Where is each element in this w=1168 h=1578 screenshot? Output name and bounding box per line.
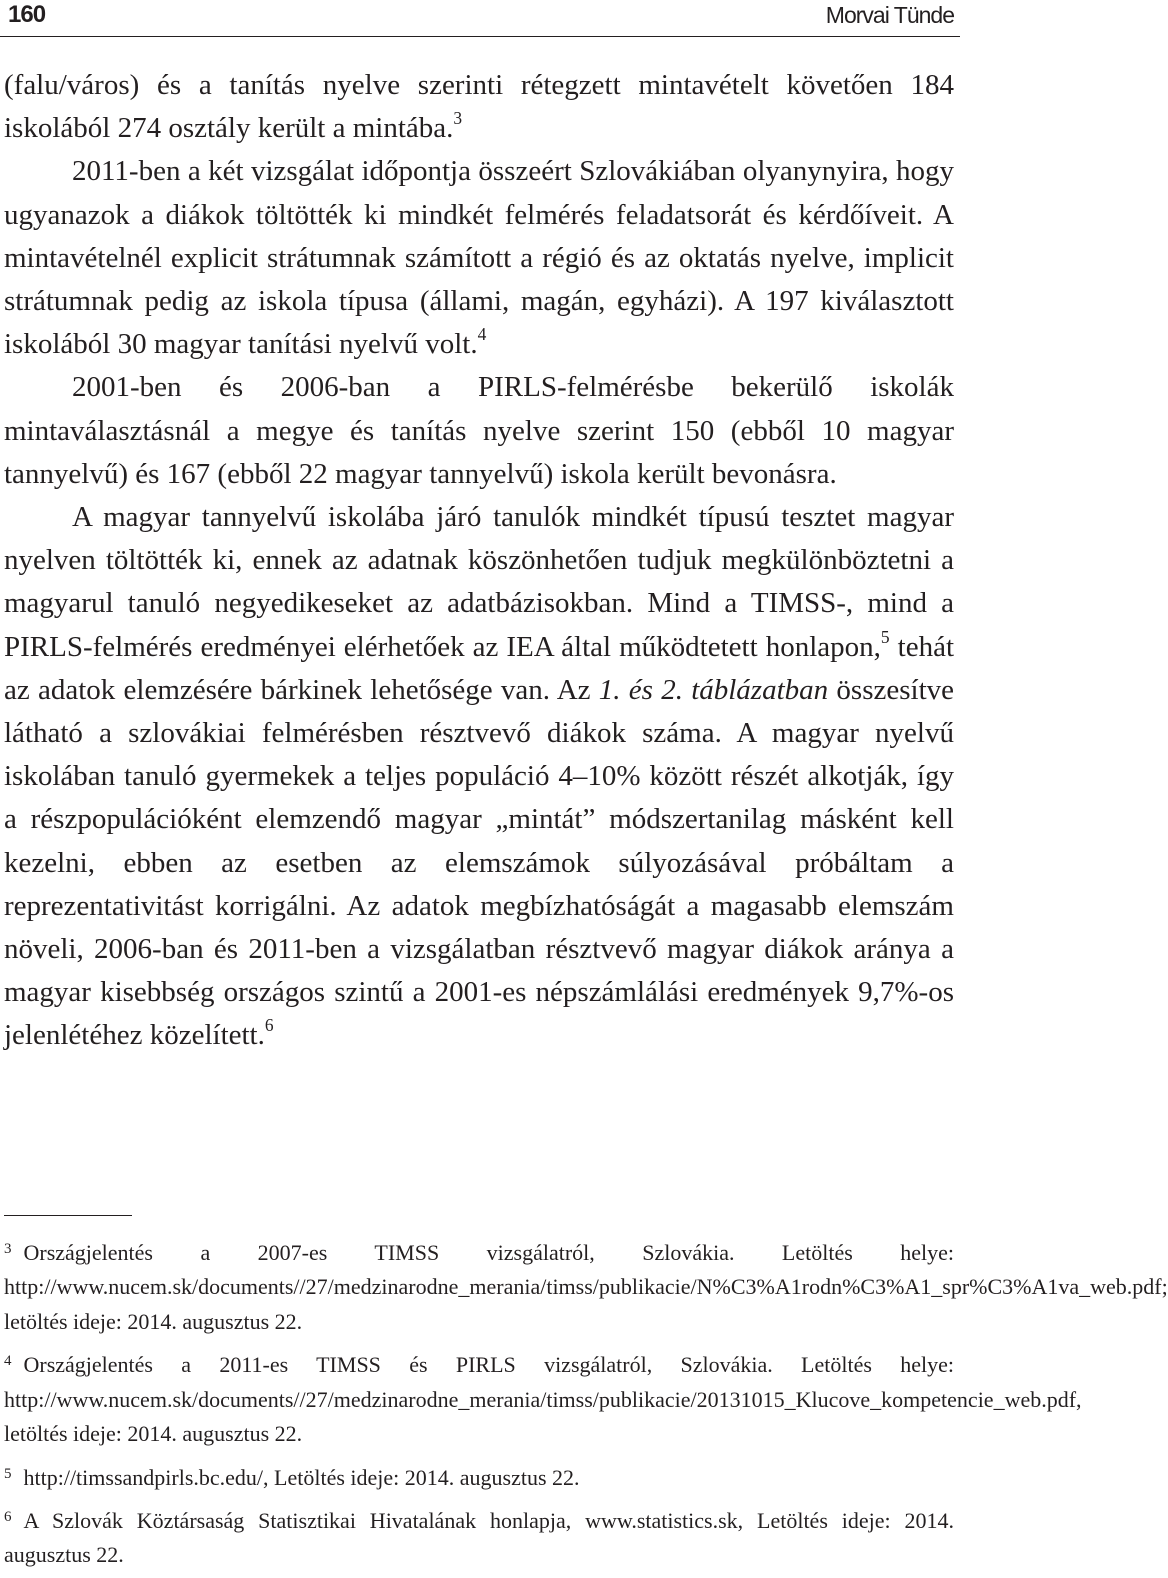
paragraph-text: (falu/város) és a tanítás nyelve szerinti rétegzett mintavételt követően 184 iskolából 274 osztály került a mintába. (4, 69, 954, 145)
paragraph-hungarian-sample (4, 496, 954, 1058)
header-rule (0, 36, 960, 37)
page-number: 160 (8, 1, 46, 28)
paragraph-text: összesítve látható a szlovákiai felmérésben résztvevő diákok száma. A magyar nyelvű iskolában tanuló gyermekek a teljes populáció 4–10% között részét alkotják, így a részpopulációként elemzendő magyar „mintát” módszertanilag másként kell kezelni, ebben az esetben az elemszámok súlyozásával próbáltam a reprezentativitást korrigálni. Az adatok megbízhatóságát a magasabb elemszám növeli, 2006-ban és 2011-ben a vizsgálatban résztvevő magyar diákok aránya a magyar kisebbség országos szintű a 2001-es népszámlálási eredmények 9,7%-os jelenlétéhez közelített. (4, 673, 954, 1052)
paragraph-text: 2011-ben a két vizsgálat időpontja összeért Szlovákiában olyanynyira, hogy ugyanazok a diákok töltötték ki mindkét felmérés feladatsorát és kérdőíveit. A mintavételnél explicit strátumnak számított a régió és az oktatás nyelve, implicit strátumnak pedig az iskola típusa (állami, magán, egyházi). A 197 kiválasztott iskolából 30 magyar tanítási nyelvű volt. (4, 155, 954, 361)
footnotes (4, 1232, 1168, 1578)
footnote-6 (4, 1500, 954, 1573)
footnote-ref-3[interactable]: 3 (453, 108, 463, 129)
footnote-4 (4, 1344, 1082, 1451)
paragraph-text: 2001-ben és 2006-ban a PIRLS-felmérésbe bekerülő iskolák mintaválasztásnál a megye és tanítás nyelve szerint 150 (ebből 10 magyar tannyelvű) és 167 (ebből 22 magyar tannyelvű) iskola került bevonásra. (4, 371, 954, 490)
footnote-text: Országjelentés a 2011-es TIMSS és PIRLS vizsgálatról, Szlovákia. Letöltés helye: http://www.nucem.sk/documents//27/medzinarodne_merania/timss/publikacie/20131015_Klucove_kompetencie_web.pdf, letöltés ideje: 2014. augusztus 22. (4, 1352, 1082, 1446)
footnote-number: 3 (4, 1241, 12, 1257)
footnote-number: 5 (4, 1465, 12, 1482)
paragraph-2011 (4, 150, 954, 366)
table-reference: 1. és 2. táblázatban (598, 673, 829, 706)
paragraph-text: tehát az adatok elemzésére bárkinek lehetősége van. Az (4, 630, 954, 706)
footnote-ref-6[interactable]: 6 (264, 1015, 274, 1036)
paragraph-sampling (4, 64, 954, 150)
footnote-ref-5[interactable]: 5 (880, 626, 890, 647)
footnote-text: http://timssandpirls.bc.edu/, Letöltés ideje: 2014. augusztus 22. (23, 1464, 580, 1490)
footnote-separator (4, 1215, 132, 1216)
footnote-text: Országjelentés a 2007-es TIMSS vizsgálatról, Szlovákia. Letöltés helye: http://www.nucem.sk/documents//27/medzinarodne_merania/timss/publikacie/N%C3%A1rodn%C3%A1_spr%C3%A1va_web.pdf; letöltés ideje: 2014. augusztus 22. (4, 1239, 1168, 1334)
footnote-ref-4[interactable]: 4 (477, 324, 487, 345)
running-head-author: Morvai Tünde (825, 2, 954, 28)
footnote-5 (4, 1457, 954, 1495)
footnote-number: 4 (4, 1353, 12, 1370)
paragraph-pirls (4, 366, 954, 496)
footnote-number: 6 (4, 1508, 12, 1525)
body-text (4, 64, 954, 1058)
page-header (0, 0, 960, 40)
paragraph-text: A magyar tannyelvű iskolába járó tanulók mindkét típusú tesztet magyar nyelven töltötték ki, ennek az adatnak köszönhetően tudjuk megkülönböztetni a magyarul tanuló negyedikeseket az adatbázisokban. Mind a TIMSS-, mind a PIRLS-felmérés eredményei elérhetőek az IEA által működtetett honlapon, (4, 501, 954, 663)
footnote-text: A Szlovák Köztársaság Statisztikai Hivatalának honlapja, www.statistics.sk, Letöltés ideje: 2014. augusztus 22. (4, 1507, 954, 1567)
footnote-3 (4, 1232, 1168, 1339)
